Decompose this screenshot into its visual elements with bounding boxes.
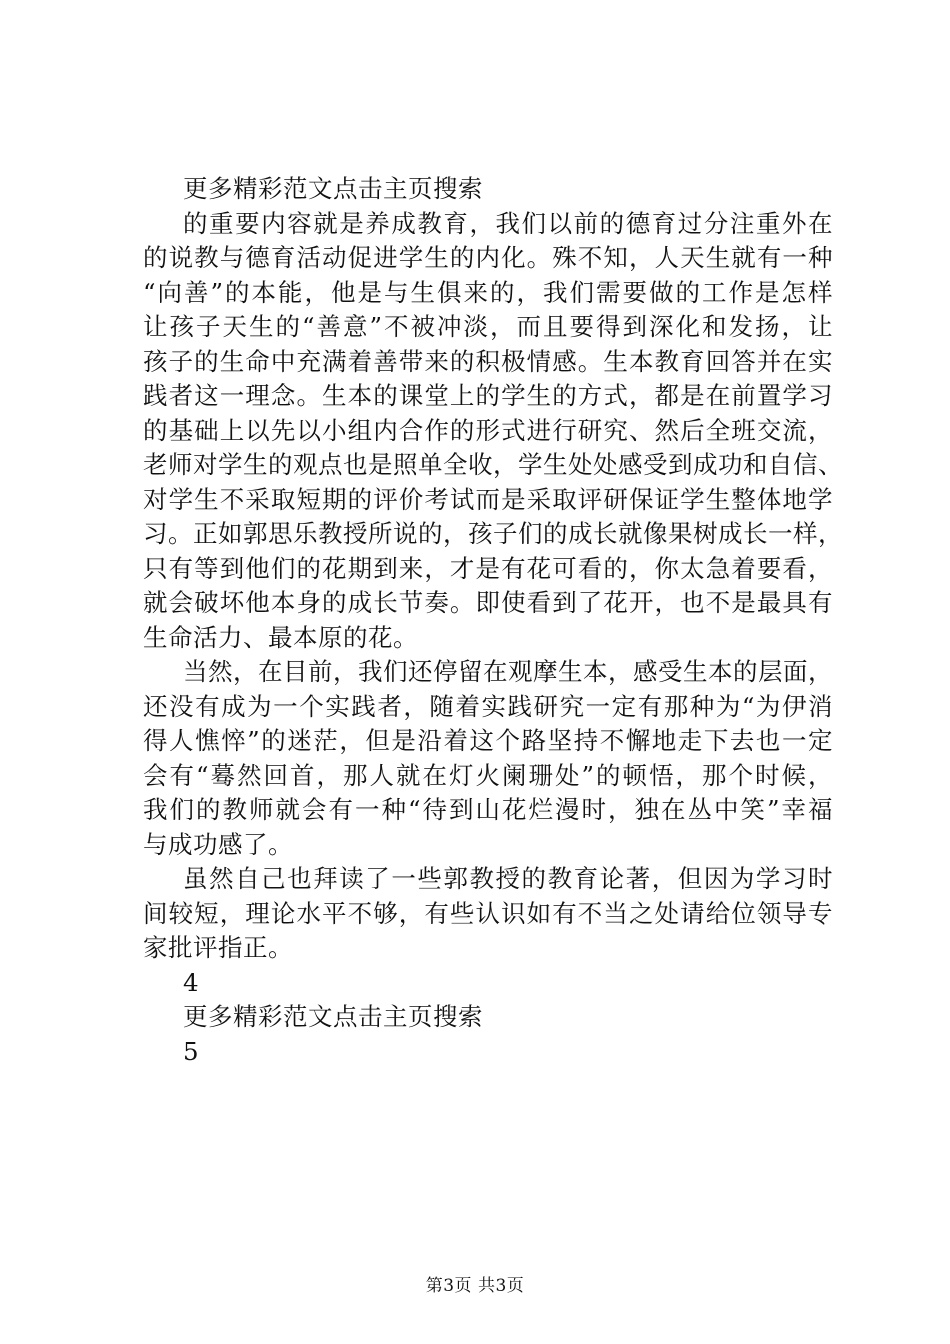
paragraph-line: 就会破坏他本身的成长节奏。即使看到了花开，也不是最具有 xyxy=(143,588,833,617)
paragraph-line: 践者这一理念。生本的课堂上的学生的方式，都是在前置学习 xyxy=(143,381,833,410)
paragraph-line: 还没有成为一个实践者，随着实践研究一定有那种为“为伊消 xyxy=(143,691,833,721)
paragraph-line: 孩子的生命中充满着善带来的积极情感。生本教育回答并在实 xyxy=(143,346,833,376)
paragraph-line: “向善”的本能，他是与生俱来的，我们需要做的工作是怎样 xyxy=(143,277,833,307)
page-number-4: 4 xyxy=(183,967,200,997)
paragraph-line: 当然，在目前，我们还停留在观摩生本，感受生本的层面， xyxy=(183,657,833,686)
promo-line: 更多精彩范文点击主页搜索 xyxy=(183,1002,483,1031)
paragraph-line: 间较短，理论水平不够，有些认识如有不当之处请给位领导专 xyxy=(143,898,833,928)
paragraph-line: 的基础上以先以小组内合作的形式进行研究、然后全班交流， xyxy=(143,415,833,445)
paragraph-2 xyxy=(143,655,833,862)
paragraph-line: 老师对学生的观点也是照单全收，学生处处感受到成功和自信、 xyxy=(143,450,843,479)
paragraph-line: 生命活力、最本原的花。 xyxy=(143,622,418,652)
page-footer: 第3页 共3页 xyxy=(425,1276,525,1296)
paragraph-line: 家批评指正。 xyxy=(143,933,293,962)
paragraph-line: 的重要内容就是养成教育，我们以前的德育过分注重外在 xyxy=(183,208,833,238)
paragraph-1 xyxy=(143,207,843,656)
paragraph-line: 的说教与德育活动促进学生的内化。殊不知，人天生就有一种 xyxy=(143,243,833,272)
paragraph-line: 虽然自己也拜读了一些郭教授的教育论著，但因为学习时 xyxy=(183,864,833,893)
paragraph-line: 会有“蓦然回首，那人就在灯火阑珊处”的顿悟，那个时候， xyxy=(143,760,833,790)
document-body xyxy=(143,172,843,1069)
paragraph-line: 得人憔悴”的迷茫，但是沿着这个路坚持不懈地走下去也一定 xyxy=(143,726,833,755)
paragraph-line: 我们的教师就会有一种“待到山花烂漫时，独在丛中笑”幸福 xyxy=(143,795,833,824)
header-line: 更多精彩范文点击主页搜索 xyxy=(183,174,483,203)
paragraph-line: 对学生不采取短期的评价考试而是采取评研保证学生整体地学 xyxy=(143,484,833,514)
paragraph-line: 只有等到他们的花期到来，才是有花可看的，你太急着要看， xyxy=(143,553,833,583)
paragraph-line: 与成功感了。 xyxy=(143,829,293,859)
paragraph-line: 让孩子天生的“善意”不被冲淡，而且要得到深化和发扬，让 xyxy=(143,312,833,341)
page-number-5: 5 xyxy=(183,1036,200,1066)
paragraph-line: 习。正如郭思乐教授所说的，孩子们的成长就像果树成长一样， xyxy=(143,519,843,548)
paragraph-3 xyxy=(143,862,833,966)
